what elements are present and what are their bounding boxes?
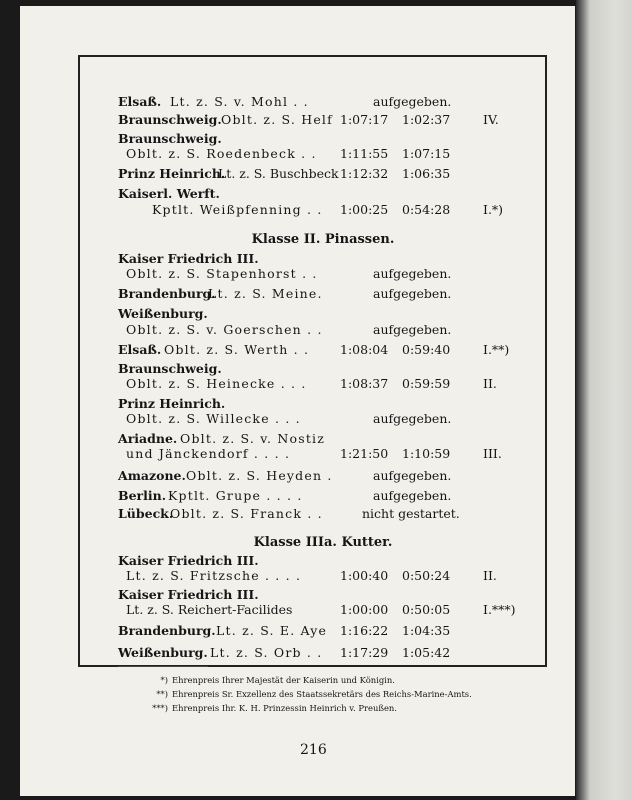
result-row	[118, 488, 528, 506]
footnote-mark: **)	[156, 689, 168, 699]
ship-name: Braunschweig.	[118, 361, 222, 376]
place-note: II.	[483, 568, 497, 583]
time-corrected: 1:05:42	[402, 645, 451, 660]
time-raw: 1:11:55	[340, 146, 389, 161]
crew-name: Kptlt. Weißpfenning . .	[152, 202, 323, 217]
ship-name: Brandenburg.	[118, 623, 216, 638]
ship-name: Prinz Heinrich.	[118, 396, 226, 411]
crew-name: Lt. z. S. Orb . .	[210, 645, 323, 660]
result-row	[118, 602, 528, 620]
crew-name: Oblt. z. S. v. Goerschen . .	[126, 322, 323, 337]
crew-name: Lt. z. S. E. Aye	[216, 623, 328, 638]
result-row	[118, 146, 528, 164]
crew-name: Lt. z. S. Buschbeck	[218, 166, 339, 181]
time-corrected: 0:59:40	[402, 342, 451, 357]
time-raw: 1:21:50	[340, 446, 389, 461]
footnote	[130, 689, 525, 699]
crew-name: Oblt. z. S. Helf	[221, 112, 333, 127]
time-corrected: 1:07:15	[402, 146, 451, 161]
place-note: I.***)	[483, 602, 516, 617]
result-row	[118, 376, 528, 394]
footnote-mark: ***)	[152, 703, 168, 713]
time-raw: 1:16:22	[340, 623, 389, 638]
crew-name: Oblt. z. S. Roedenbeck . .	[126, 146, 317, 161]
place-note: III.	[483, 446, 502, 461]
ship-name: Braunschweig.	[118, 112, 222, 127]
ship-name: Kaiser Friedrich III.	[118, 251, 259, 266]
time-raw: 1:00:25	[340, 202, 389, 217]
ship-name: Elsaß.	[118, 94, 162, 109]
status-text: nicht gestartet.	[362, 506, 460, 521]
time-raw: 1:12:32	[340, 166, 389, 181]
time-raw: 1:17:29	[340, 645, 389, 660]
status-text: aufgegeben.	[373, 488, 452, 503]
ship-name: Weißenburg.	[118, 645, 208, 660]
crew-name: Oblt. z. S. Heyden .	[186, 468, 333, 483]
ship-name: Berlin.	[118, 488, 167, 503]
footnote-text: Ehrenpreis Ihr. K. H. Prinzessin Heinrich v. Preußen.	[172, 703, 397, 713]
footnote-text: Ehrenpreis Sr. Exzellenz des Staatssekretärs des Reichs-Marine-Amts.	[172, 689, 472, 699]
crew-name: Oblt. z. S. Stapenhorst . .	[126, 266, 318, 281]
result-row	[118, 568, 528, 586]
crew-name: Lt. z. S. Fritzsche . . . .	[126, 568, 302, 583]
footnote-text: Ehrenpreis Ihrer Majestät der Kaiserin und Königin.	[172, 675, 395, 685]
time-raw: 1:08:04	[340, 342, 389, 357]
place-note: I.**)	[483, 342, 510, 357]
footnote-mark: *)	[160, 675, 168, 685]
status-text: aufgegeben.	[373, 322, 452, 337]
ship-name: Prinz Heinrich.	[118, 166, 226, 181]
result-row	[118, 266, 528, 284]
time-corrected: 0:50:24	[402, 568, 451, 583]
result-row	[118, 645, 528, 663]
time-corrected: 0:54:28	[402, 202, 451, 217]
ship-name: Amazone.	[118, 468, 186, 483]
result-row	[118, 342, 528, 360]
place-note: IV.	[483, 112, 499, 127]
status-text: aufgegeben.	[373, 411, 452, 426]
result-row	[118, 94, 528, 112]
crew-name: Oblt. z. S. v. Nostiz	[180, 431, 326, 446]
status-text: aufgegeben.	[373, 468, 452, 483]
time-raw: 1:00:40	[340, 568, 389, 583]
footnote	[130, 703, 525, 713]
status-text: aufgegeben.	[373, 94, 452, 109]
result-row	[118, 286, 528, 304]
crew-name: Lt. z. S. Reichert-Facilides	[126, 602, 293, 617]
result-row	[118, 322, 528, 340]
ship-name: Elsaß.	[118, 342, 162, 357]
crew-name: und Jänckendorf . . . .	[126, 446, 291, 461]
ship-name: Kaiser Friedrich III.	[118, 587, 259, 602]
result-row	[118, 623, 528, 641]
crew-name: Oblt. z. S. Werth . .	[164, 342, 310, 357]
ship-name: Lübeck.	[118, 506, 174, 521]
ship-name: Ariadne.	[118, 431, 178, 446]
crew-name: Oblt. z. S. Franck . .	[170, 506, 323, 521]
footnote-divider	[118, 666, 208, 667]
footnote	[130, 675, 525, 685]
time-corrected: 0:50:05	[402, 602, 451, 617]
crew-name: Oblt. z. S. Heinecke . . .	[126, 376, 307, 391]
ship-name: Kaiserl. Werft.	[118, 186, 220, 201]
facing-page-edge	[576, 0, 632, 800]
time-raw: 1:00:00	[340, 602, 389, 617]
time-raw: 1:08:37	[340, 376, 389, 391]
crew-name: Kptlt. Grupe . . . .	[168, 488, 303, 503]
ship-name: Braunschweig.	[118, 131, 222, 146]
result-row	[118, 202, 528, 220]
section-header-klasse-iiia: Klasse IIIa. Kutter.	[253, 535, 393, 550]
place-note: II.	[483, 376, 497, 391]
time-raw: 1:07:17	[340, 112, 389, 127]
crew-name: Lt. z. S. Meine.	[208, 286, 323, 301]
result-row	[118, 446, 528, 464]
ship-name: Brandenburg.	[118, 286, 216, 301]
time-corrected: 0:59:59	[402, 376, 451, 391]
crew-name: Oblt. z. S. Willecke . . .	[126, 411, 301, 426]
time-corrected: 1:04:35	[402, 623, 451, 638]
status-text: aufgegeben.	[373, 286, 452, 301]
section-header-klasse-ii: Klasse II. Pinassen.	[251, 232, 395, 247]
time-corrected: 1:10:59	[402, 446, 451, 461]
place-note: I.*)	[483, 202, 504, 217]
status-text: aufgegeben.	[373, 266, 452, 281]
page-number: 216	[300, 742, 327, 758]
result-row	[118, 468, 528, 486]
time-corrected: 1:06:35	[402, 166, 451, 181]
ship-name: Kaiser Friedrich III.	[118, 553, 259, 568]
result-row	[118, 506, 528, 524]
crew-name: Lt. z. S. v. Mohl . .	[170, 94, 309, 109]
ship-name: Weißenburg.	[118, 306, 208, 321]
result-row	[118, 166, 528, 184]
time-corrected: 1:02:37	[402, 112, 451, 127]
result-row	[118, 411, 528, 429]
result-row	[118, 112, 528, 130]
